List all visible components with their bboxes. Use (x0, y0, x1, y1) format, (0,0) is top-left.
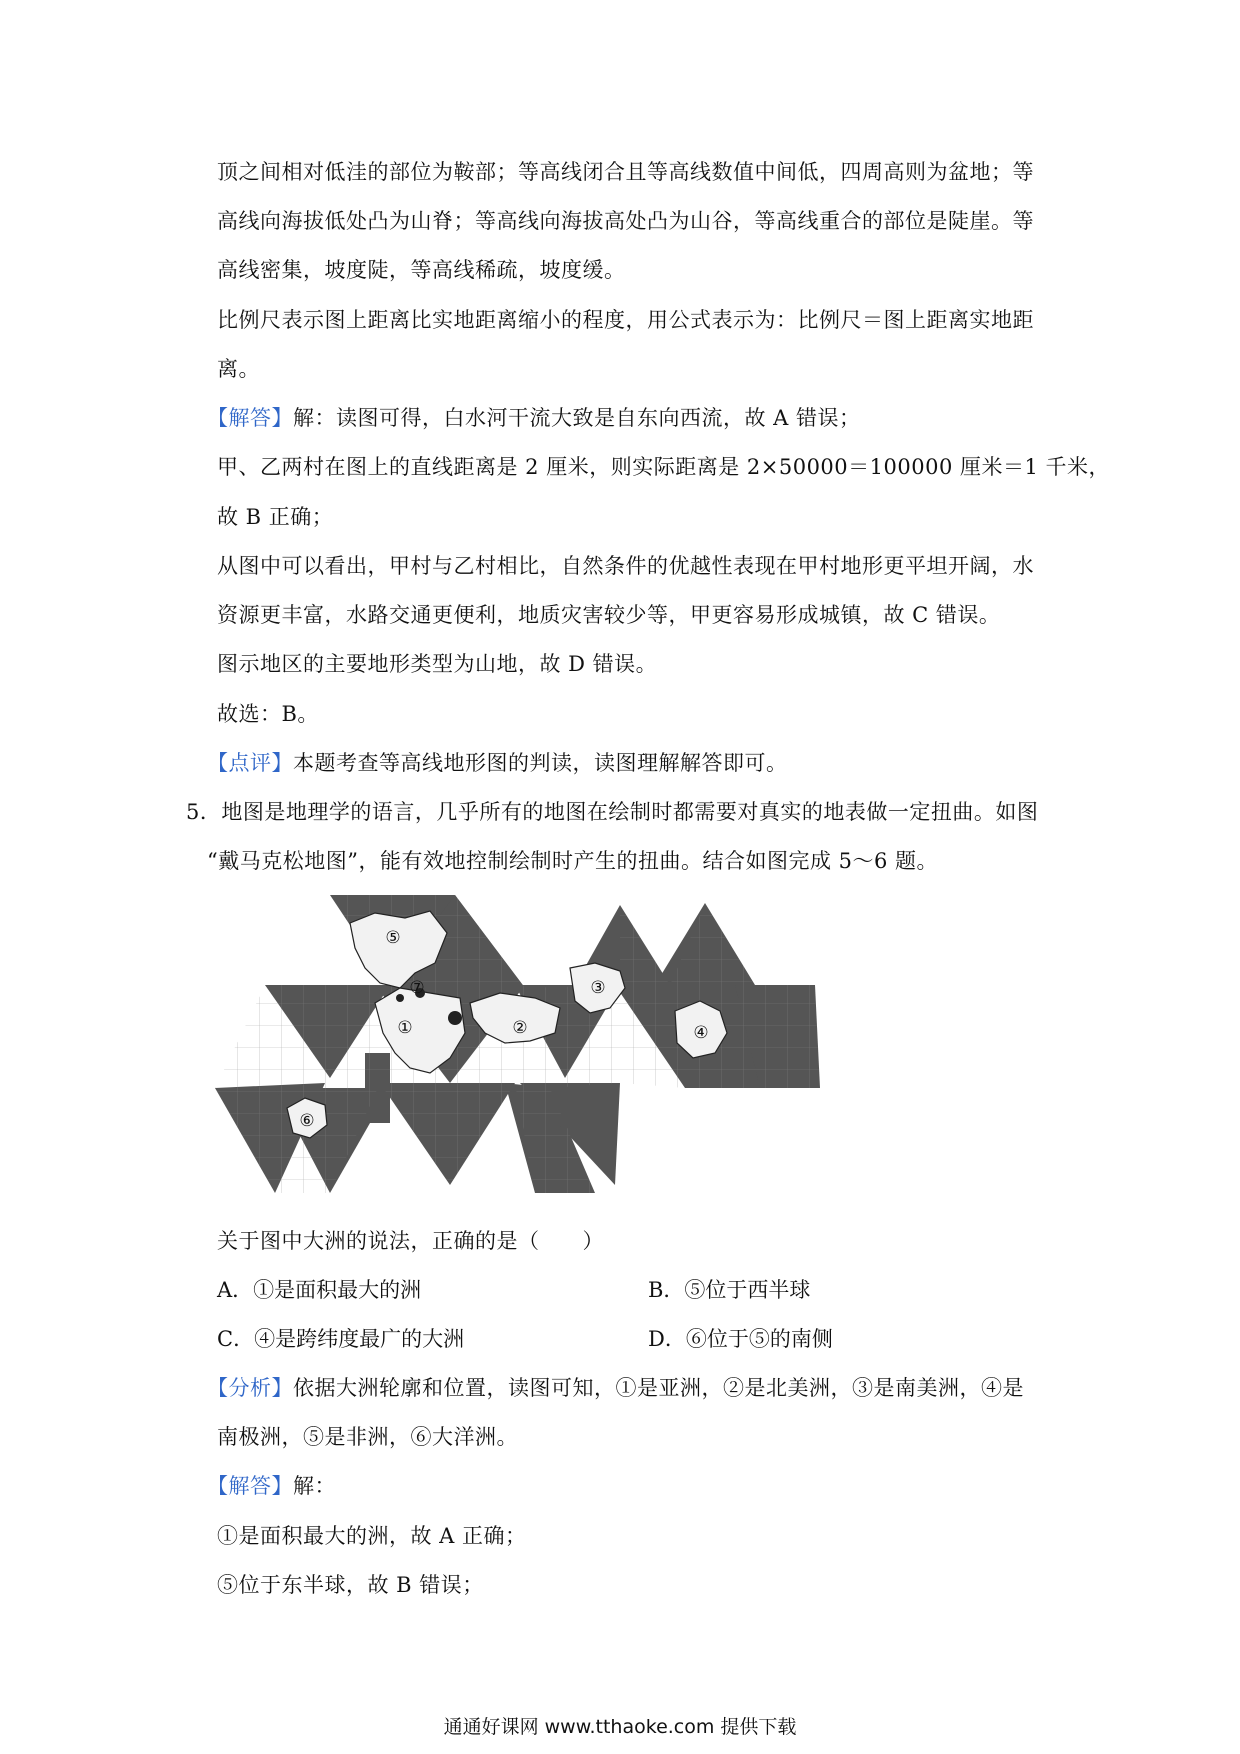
answer-text: 解：读图可得，白水河干流大致是自东向西流，故 A 错误； (293, 406, 861, 430)
answer-tag: 【解答】 (207, 1474, 293, 1498)
map-label: ⑦ (409, 978, 425, 998)
option-c: C．④是跨纬度最广的大洲 (217, 1327, 465, 1351)
text-line: ⑤位于东半球，故 B 错误； (217, 1573, 484, 1597)
text-line: 比例尺表示图上距离比实地距离缩小的程度，用公式表示为：比例尺＝图上距离实地距 (217, 308, 1034, 332)
option-b: B．⑤位于西半球 (648, 1278, 811, 1302)
answer-paragraph-2 (207, 1471, 336, 1501)
text-line: 离。 (217, 357, 260, 381)
analysis-tag: 【分析】 (207, 1376, 293, 1400)
dymaxion-map-figure (215, 893, 830, 1193)
comment-text: 本题考查等高线地形图的判读，读图理解解答即可。 (293, 751, 788, 775)
text-line: 高线密集，坡度陡，等高线稀疏，坡度缓。 (217, 258, 626, 282)
map-label: ③ (590, 978, 606, 998)
map-label: ⑤ (385, 928, 401, 948)
text-line: 图示地区的主要地形类型为山地，故 D 错误。 (217, 652, 658, 676)
option-a: A．①是面积最大的洲 (217, 1278, 422, 1302)
question-number: 5． (186, 800, 222, 824)
text-line: 故 B 正确； (217, 505, 334, 529)
map-label: ① (397, 1018, 413, 1038)
text-line: 顶之间相对低洼的部位为鞍部；等高线闭合且等高线数值中间低，四周高则为盆地；等 (217, 160, 1034, 184)
comment-tag: 【点评】 (207, 751, 293, 775)
question-5-line-1 (186, 797, 1038, 827)
question-5-line-2: “戴马克松地图”，能有效地控制绘制时产生的扭曲。结合如图完成 5～6 题。 (207, 849, 939, 873)
map-label: ⑥ (299, 1111, 315, 1131)
footer-watermark: 通通好课网 www.tthaoke.com 提供下载 (443, 1716, 797, 1738)
text-line: 故选：B。 (217, 702, 319, 726)
question-text: 地图是地理学的语言，几乎所有的地图在绘制时都需要对真实的地表做一定扭曲。如图 (221, 800, 1039, 824)
text-line: ①是面积最大的洲，故 A 正确； (217, 1524, 527, 1548)
comment-paragraph (207, 748, 788, 778)
text-line: 资源更丰富，水路交通更便利，地质灾害较少等，甲更容易形成城镇，故 C 错误。 (217, 603, 1001, 627)
text-line: 从图中可以看出，甲村与乙村相比，自然条件的优越性表现在甲村地形更平坦开阔，水 (217, 554, 1034, 578)
answer-text: 解： (293, 1474, 336, 1498)
option-d: D．⑥位于⑤的南侧 (648, 1327, 833, 1351)
map-label: ② (512, 1018, 528, 1038)
analysis-paragraph (207, 1373, 1024, 1403)
answer-tag: 【解答】 (207, 406, 293, 430)
answer-paragraph (207, 403, 861, 433)
text-line: 高线向海拔低处凸为山脊；等高线向海拔高处凸为山谷，等高线重合的部位是陡崖。等 (217, 209, 1034, 233)
question-stem: 关于图中大洲的说法，正确的是（ ） (217, 1229, 604, 1253)
analysis-text: 依据大洲轮廓和位置，读图可知，①是亚洲，②是北美洲，③是南美洲，④是 (293, 1376, 1024, 1400)
map-label: ④ (693, 1023, 709, 1043)
text-line: 甲、乙两村在图上的直线距离是 2 厘米，则实际距离是 2×50000＝100000 厘米＝1 千米， (217, 455, 1111, 479)
text-line: 南极洲，⑤是非洲，⑥大洋洲。 (217, 1425, 518, 1449)
